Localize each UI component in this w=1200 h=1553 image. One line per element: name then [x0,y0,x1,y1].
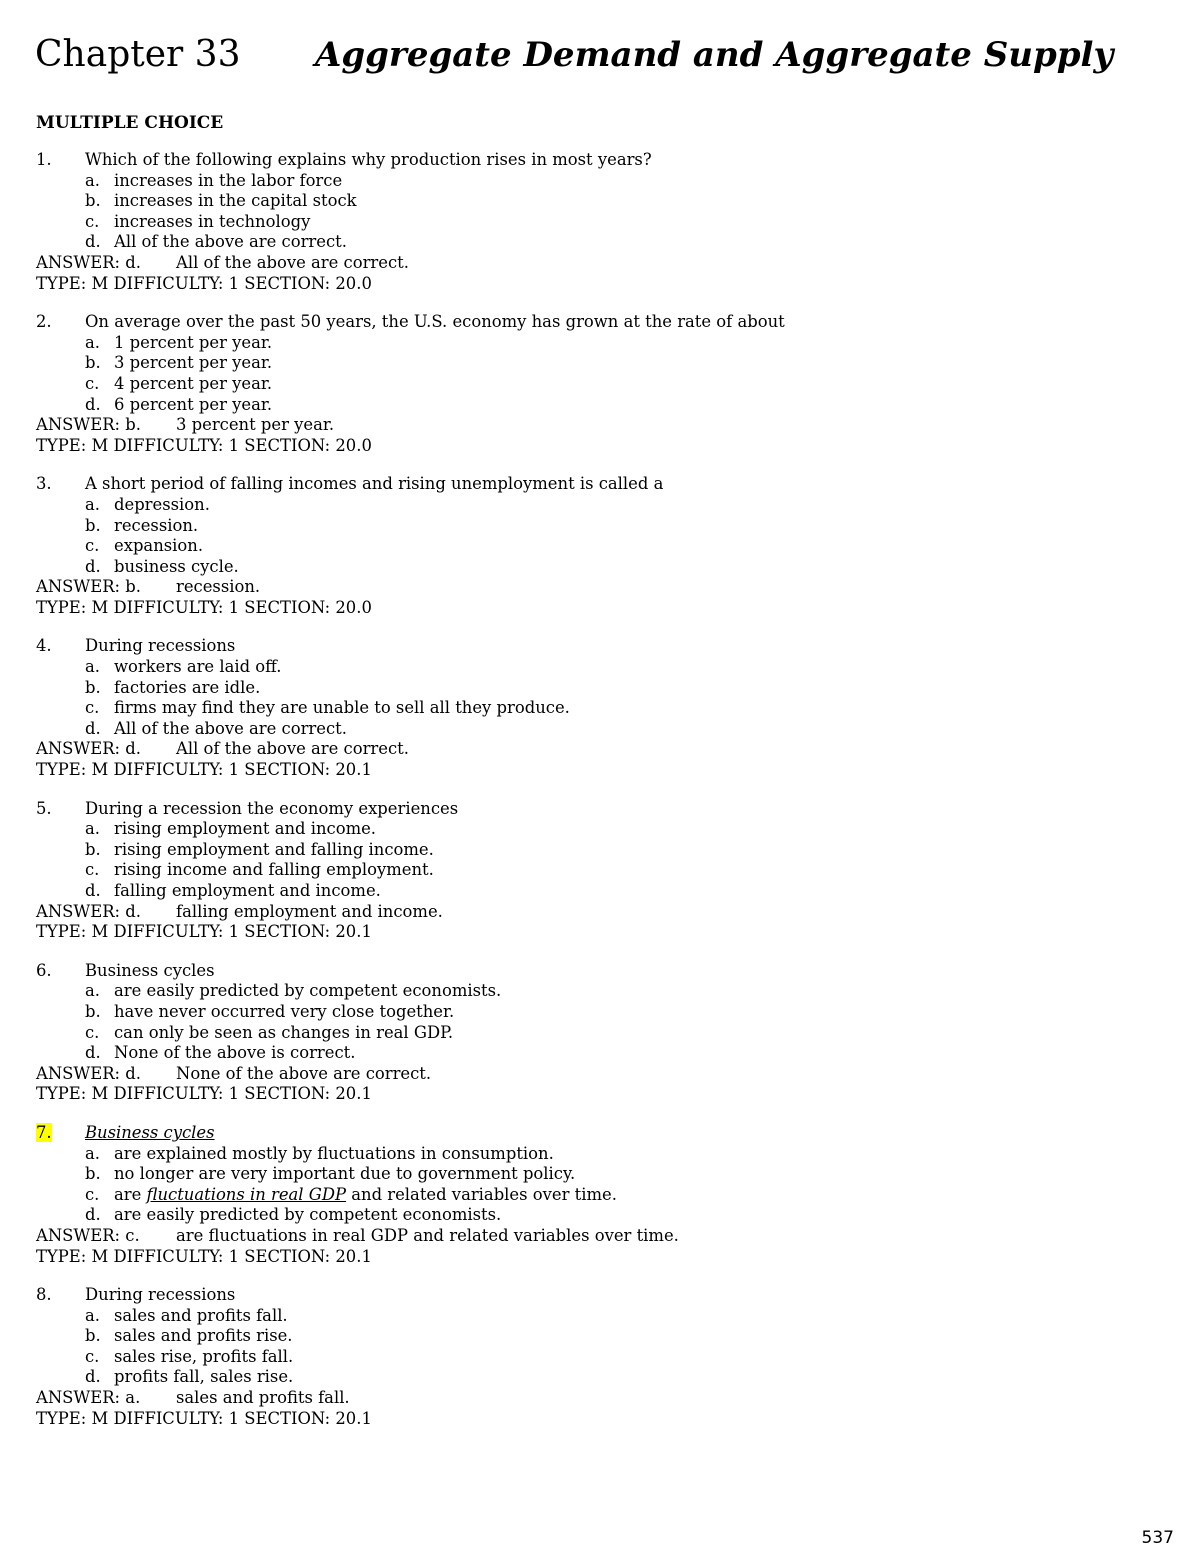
option-letter: c. [85,1184,100,1204]
question-stem: A short period of falling incomes and rising unemployment is called a [85,474,664,494]
option-a [36,171,1156,192]
question-stem: During a recession the economy experiences [85,798,459,818]
option-letter: b. [85,1164,101,1184]
option-text: 1 percent per year. [114,332,273,352]
option-a [36,333,1156,354]
option-text: rising income and falling employment. [114,860,434,880]
answer-line [36,415,1156,436]
answer-text: 3 percent per year. [176,415,335,435]
option-a [36,981,1156,1002]
option-letter: c. [85,536,100,556]
option-a [36,495,1156,516]
option-text: recession. [114,515,199,535]
option-text: are explained mostly by fluctuations in consumption. [114,1143,554,1163]
option-text: profits fall, sales rise. [114,1367,294,1387]
answer-text: All of the above are correct. [176,252,409,272]
option-letter: a. [85,170,100,190]
option-a [36,1306,1156,1327]
answer-label: ANSWER: d. [36,252,141,272]
option-text-after: and related variables over time. [346,1184,617,1204]
question-1 [36,150,1156,294]
option-b [36,1326,1156,1347]
question-number: 8. [36,1285,52,1305]
question-number: 3. [36,474,52,494]
option-b [36,516,1156,537]
option-letter: a. [85,1143,100,1163]
question-stem: Business cycles [85,960,215,980]
option-text: increases in the capital stock [114,191,357,211]
option-text: no longer are very important due to government policy. [114,1164,576,1184]
option-text: sales and profits fall. [114,1305,288,1325]
question-3 [36,474,1156,618]
option-text: workers are laid off. [114,657,282,677]
question-number: 6. [36,960,52,980]
option-a [36,819,1156,840]
option-text: rising employment and income. [114,819,377,839]
question-meta: TYPE: M DIFFICULTY: 1 SECTION: 20.0 [36,597,372,617]
answer-line [36,1226,1156,1247]
option-letter: d. [85,1043,101,1063]
option-letter: c. [85,1346,100,1366]
answer-label: ANSWER: d. [36,739,141,759]
option-a [36,657,1156,678]
question-number: 5. [36,798,52,818]
option-d [36,719,1156,740]
question-list [36,150,1156,1447]
option-text: All of the above are correct. [114,232,347,252]
option-letter: c. [85,1022,100,1042]
answer-text: falling employment and income. [176,901,443,921]
answer-text: None of the above are correct. [176,1063,432,1083]
section-heading: MULTIPLE CHOICE [36,113,224,133]
option-c [36,536,1156,557]
answer-line [36,739,1156,760]
page-number: 537 [1141,1528,1174,1548]
question-meta: TYPE: M DIFFICULTY: 1 SECTION: 20.0 [36,435,372,455]
question-5 [36,799,1156,943]
option-letter: a. [85,657,100,677]
answer-text: recession. [176,577,261,597]
option-d [36,1367,1156,1388]
option-letter: d. [85,1367,101,1387]
answer-text: are fluctuations in real GDP and related variables over time. [176,1225,679,1245]
option-letter: c. [85,373,100,393]
chapter-title: Aggregate Demand and Aggregate Supply [315,35,1114,75]
question-4 [36,636,1156,780]
question-meta: TYPE: M DIFFICULTY: 1 SECTION: 20.1 [36,1408,372,1428]
option-b [36,1002,1156,1023]
option-letter: b. [85,353,101,373]
question-8 [36,1285,1156,1429]
option-b [36,678,1156,699]
option-b [36,191,1156,212]
option-letter: a. [85,819,100,839]
question-stem: Business cycles [85,1122,215,1142]
option-c [36,1023,1156,1044]
option-text: sales rise, profits fall. [114,1346,294,1366]
chapter-label: Chapter 33 [35,34,241,75]
answer-line [36,1388,1156,1409]
option-letter: b. [85,677,101,697]
option-text: falling employment and income. [114,881,381,900]
answer-label: ANSWER: d. [36,1063,141,1083]
question-number: 4. [36,636,52,656]
option-text: 4 percent per year. [114,373,273,393]
question-2 [36,312,1156,456]
meta-line [36,760,1156,781]
option-letter: c. [85,860,100,880]
option-d [36,395,1156,416]
option-c [36,212,1156,233]
option-text: All of the above are correct. [114,718,347,738]
answer-line [36,902,1156,923]
question-meta: TYPE: M DIFFICULTY: 1 SECTION: 20.1 [36,922,372,942]
option-letter: b. [85,1326,101,1346]
option-b [36,353,1156,374]
meta-line [36,1084,1156,1105]
question-meta: TYPE: M DIFFICULTY: 1 SECTION: 20.0 [36,273,372,293]
option-d [36,881,1156,902]
option-text: increases in the labor force [114,170,343,190]
option-text-emphasis: fluctuations in real GDP [146,1184,347,1204]
question-number: 2. [36,312,52,332]
option-b [36,840,1156,861]
meta-line [36,1247,1156,1268]
option-letter: d. [85,556,101,576]
option-d [36,1043,1156,1064]
answer-label: ANSWER: b. [36,577,141,597]
option-letter: b. [85,191,101,211]
option-d [36,232,1156,253]
option-letter: a. [85,494,100,514]
option-letter: a. [85,1305,100,1325]
option-text: are easily predicted by competent economists. [114,981,502,1001]
option-letter: b. [85,515,101,535]
option-text: increases in technology [114,211,311,231]
option-text-before: are [114,1184,147,1204]
question-number [36,1123,52,1144]
option-d [36,1205,1156,1226]
option-c [36,374,1156,395]
option-letter: d. [85,394,101,414]
question-number: 1. [36,150,52,169]
option-text: factories are idle. [114,677,261,697]
option-letter: a. [85,981,100,1001]
meta-line [36,436,1156,457]
question-7 [36,1123,1156,1267]
option-letter: c. [85,211,100,231]
option-letter: c. [85,698,100,718]
option-a [36,1144,1156,1165]
option-letter: b. [85,1001,101,1021]
option-text: firms may find they are unable to sell all they produce. [114,698,570,718]
option-letter: d. [85,1205,101,1225]
question-stem: During recessions [85,636,236,656]
answer-text: sales and profits fall. [176,1388,350,1408]
option-letter: d. [85,881,101,900]
question-meta: TYPE: M DIFFICULTY: 1 SECTION: 20.1 [36,760,372,780]
option-text: None of the above is correct. [114,1043,356,1063]
option-text: sales and profits rise. [114,1326,293,1346]
option-b [36,1164,1156,1185]
question-meta: TYPE: M DIFFICULTY: 1 SECTION: 20.1 [36,1084,372,1104]
option-d [36,557,1156,578]
option-letter: b. [85,839,101,859]
answer-label: ANSWER: c. [36,1225,140,1245]
answer-text: All of the above are correct. [176,739,409,759]
question-meta: TYPE: M DIFFICULTY: 1 SECTION: 20.1 [36,1246,372,1266]
option-text: business cycle. [114,556,239,576]
option-text: expansion. [114,536,204,556]
meta-line [36,598,1156,619]
question-stem: Which of the following explains why production rises in most years? [85,150,652,169]
option-letter: d. [85,232,101,252]
question-stem: During recessions [85,1285,236,1305]
chapter-header [35,30,1175,86]
meta-line [36,274,1156,295]
answer-label: ANSWER: d. [36,901,141,921]
option-c [36,860,1156,881]
meta-line [36,922,1156,943]
question-stem: On average over the past 50 years, the U.S. economy has grown at the rate of about [85,312,785,332]
option-text: have never occurred very close together. [114,1001,455,1021]
highlighted-question-number: 7. [36,1122,52,1142]
option-text: can only be seen as changes in real GDP. [114,1022,454,1042]
option-letter: d. [85,718,101,738]
option-c [36,1185,1156,1206]
answer-label: ANSWER: a. [36,1388,141,1408]
option-text [114,1185,617,1206]
option-text: 6 percent per year. [114,394,273,414]
answer-line [36,1064,1156,1085]
answer-line [36,577,1156,598]
option-c [36,698,1156,719]
option-letter: a. [85,332,100,352]
question-6 [36,961,1156,1105]
option-c [36,1347,1156,1368]
option-text: are easily predicted by competent economists. [114,1205,502,1225]
meta-line [36,1409,1156,1430]
answer-line [36,253,1156,274]
option-text: rising employment and falling income. [114,839,434,859]
option-text: depression. [114,494,210,514]
option-text: 3 percent per year. [114,353,273,373]
answer-label: ANSWER: b. [36,415,141,435]
